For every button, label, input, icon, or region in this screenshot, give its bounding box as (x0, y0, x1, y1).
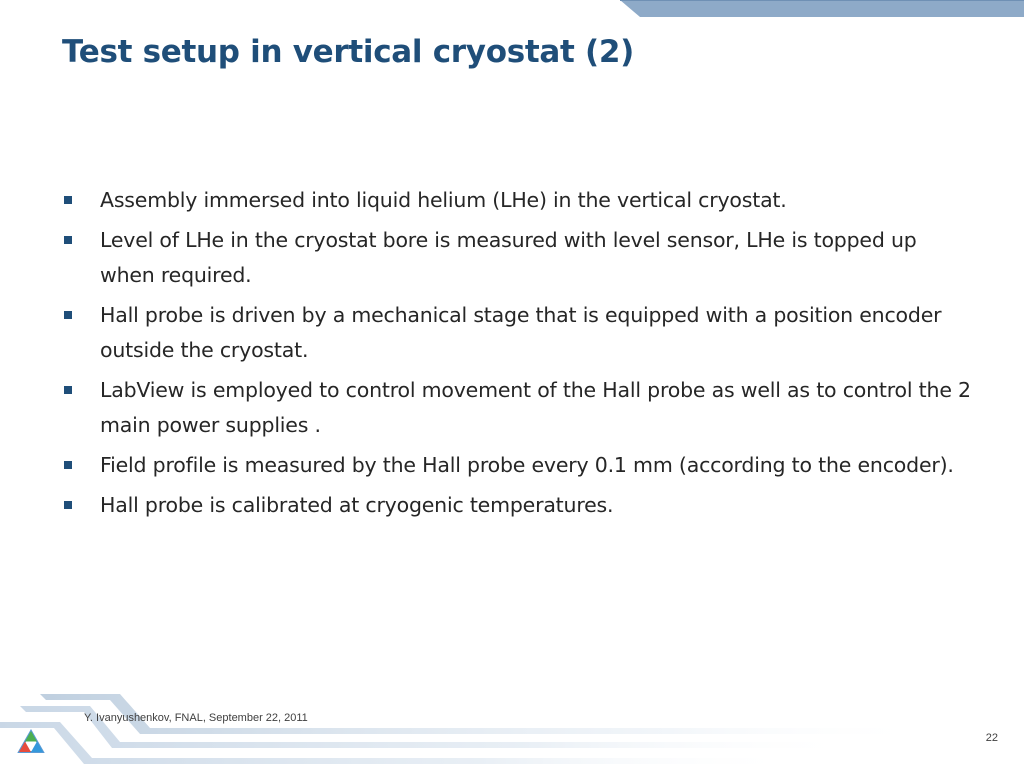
bullet-item (62, 448, 972, 483)
bullet-text: Hall probe is calibrated at cryogenic temperatures. (100, 493, 614, 517)
bullet-item (62, 373, 972, 443)
bullet-text: Assembly immersed into liquid helium (LHe) in the vertical cryostat. (100, 188, 787, 212)
bullet-item (62, 183, 972, 218)
footer-decoration (0, 688, 1024, 768)
bullet-text: Level of LHe in the cryostat bore is measured with level sensor, LHe is topped up when required. (100, 228, 917, 287)
bullet-text: Field profile is measured by the Hall probe every 0.1 mm (according to the encoder). (100, 453, 954, 477)
square-bullet-icon (64, 501, 72, 509)
square-bullet-icon (64, 311, 72, 319)
bullet-text: LabView is employed to control movement of the Hall probe as well as to control the 2 main power supplies . (100, 378, 971, 437)
bullet-item (62, 298, 972, 368)
argonne-triangle-logo-icon (16, 728, 46, 758)
square-bullet-icon (64, 196, 72, 204)
bullet-text: Hall probe is driven by a mechanical stage that is equipped with a position encoder outside the cryostat. (100, 303, 942, 362)
top-accent-band (0, 0, 1024, 20)
page-number: 22 (985, 732, 998, 744)
bullet-list (62, 183, 972, 528)
square-bullet-icon (64, 461, 72, 469)
bullet-item (62, 488, 972, 523)
footer-author-line: Y. Ivanyushenkov, FNAL, September 22, 2011 (84, 712, 308, 724)
slide-title: Test setup in vertical cryostat (2) (62, 34, 635, 70)
bullet-item (62, 223, 972, 293)
square-bullet-icon (64, 236, 72, 244)
square-bullet-icon (64, 386, 72, 394)
